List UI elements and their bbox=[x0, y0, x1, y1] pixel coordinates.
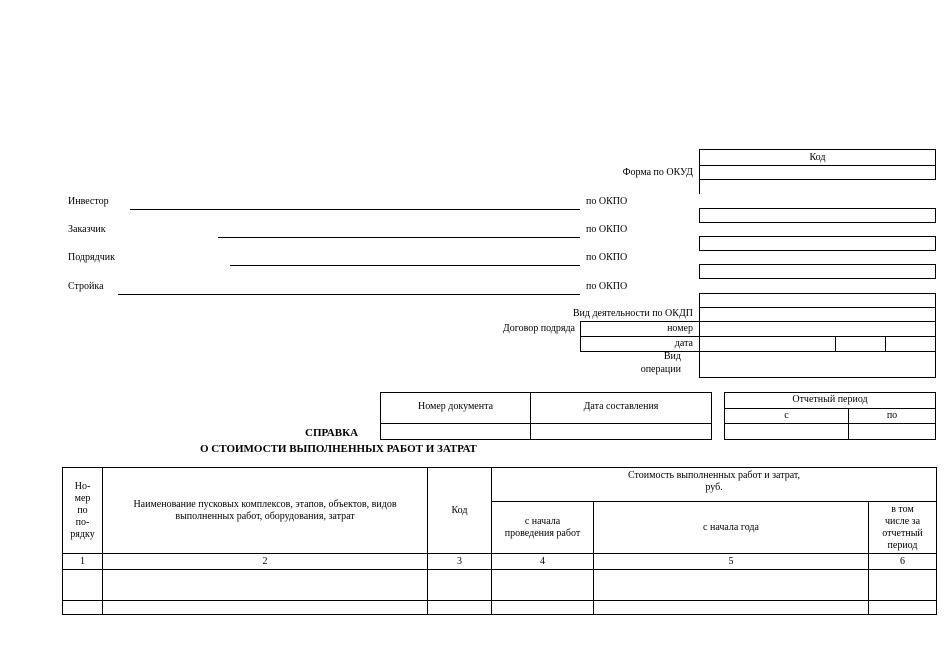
col-header-period bbox=[869, 502, 937, 554]
doc-subtitle: О СТОИМОСТИ ВЫПОЛНЕННЫХ РАБОТ И ЗАТРАТ bbox=[200, 443, 477, 455]
col-header-cost bbox=[492, 468, 937, 502]
table-cell[interactable] bbox=[869, 570, 937, 601]
period-s-field[interactable] bbox=[724, 423, 849, 440]
col-header-period-line: в том bbox=[891, 503, 914, 515]
zakazchik-okpo-field[interactable] bbox=[699, 236, 936, 251]
podryadchik-line[interactable] bbox=[230, 265, 580, 266]
table-cell[interactable] bbox=[428, 601, 492, 615]
stroyka-okpo-label: по ОКПО bbox=[586, 281, 628, 292]
column-number-row bbox=[63, 554, 937, 570]
column-number: 2 bbox=[103, 554, 428, 570]
col-header-number-line: по- bbox=[75, 516, 90, 528]
table-cell[interactable] bbox=[492, 570, 594, 601]
dogovor-nomer-label: номер bbox=[667, 323, 693, 334]
col-header-period-line: отчетный bbox=[882, 527, 923, 539]
col-header-name bbox=[103, 468, 428, 554]
dogovor-data-field[interactable] bbox=[699, 336, 936, 352]
col-header-number-line: Но- bbox=[74, 480, 91, 492]
okdp-field[interactable] bbox=[699, 307, 936, 322]
stroyka-okpo-field[interactable] bbox=[699, 293, 936, 308]
zakazchik-okpo-label: по ОКПО bbox=[586, 224, 628, 235]
column-number: 3 bbox=[428, 554, 492, 570]
operacii-label: операции bbox=[640, 364, 681, 375]
kod-label: Код bbox=[809, 152, 826, 163]
col-header-number-line: мер bbox=[74, 492, 91, 504]
dogovor-data-label: дата bbox=[674, 338, 693, 349]
doc-title: СПРАВКА bbox=[305, 427, 359, 439]
investor-okpo-label: по ОКПО bbox=[586, 196, 628, 207]
podryadchik-okpo-label: по ОКПО bbox=[586, 252, 628, 263]
doc-date-label: Дата составления bbox=[583, 401, 659, 412]
dogovor-nomer-field[interactable] bbox=[699, 321, 936, 337]
podryadchik-label: Подрядчик bbox=[68, 252, 115, 263]
doc-date-field[interactable] bbox=[530, 423, 712, 440]
vid-deyatelnosti-label: Вид деятельности по ОКДП bbox=[572, 308, 693, 319]
period-po-field[interactable] bbox=[848, 423, 936, 440]
vid-label: Вид bbox=[663, 351, 681, 362]
forma-okud-label: Форма по ОКУД bbox=[622, 167, 693, 178]
col-header-cost-line: Стоимость выполненных работ и затрат, bbox=[628, 470, 800, 481]
zakazchik-line[interactable] bbox=[218, 237, 580, 238]
period-po-label: по bbox=[886, 410, 898, 421]
col-header-number-line: по bbox=[77, 504, 88, 516]
column-number: 5 bbox=[594, 554, 869, 570]
table-cell[interactable] bbox=[869, 601, 937, 615]
dogovor-label: Договор подряда bbox=[502, 323, 575, 334]
col-header-since-start-line: проведения работ bbox=[504, 527, 581, 539]
col-header-cost-line: руб. bbox=[705, 482, 723, 493]
column-number: 1 bbox=[63, 554, 103, 570]
vid-operacii-field[interactable] bbox=[699, 351, 936, 378]
col-header-since-year-text: с начала года bbox=[703, 521, 759, 533]
col-header-number bbox=[63, 468, 103, 554]
table-cell[interactable] bbox=[63, 570, 103, 601]
table-cell[interactable] bbox=[63, 601, 103, 615]
table-cell[interactable] bbox=[103, 570, 428, 601]
col-header-since-year bbox=[594, 502, 869, 554]
doc-number-label: Номер документа bbox=[417, 401, 494, 412]
dogovor-data-divider-1 bbox=[835, 336, 836, 352]
investor-label: Инвестор bbox=[68, 196, 109, 207]
col-header-number-line: рядку bbox=[70, 528, 95, 540]
col-header-code bbox=[428, 468, 492, 554]
stroyka-line[interactable] bbox=[118, 294, 580, 295]
zakazchik-label: Заказчик bbox=[68, 224, 106, 235]
col-header-since-start bbox=[492, 502, 594, 554]
table-cell[interactable] bbox=[594, 601, 869, 615]
investor-okpo-field[interactable] bbox=[699, 208, 936, 223]
period-label: Отчетный период bbox=[792, 394, 868, 405]
cost-table bbox=[62, 467, 937, 615]
doc-number-field[interactable] bbox=[380, 423, 531, 440]
column-number: 6 bbox=[869, 554, 937, 570]
podryadchik-okpo-field[interactable] bbox=[699, 264, 936, 279]
table-cell[interactable] bbox=[594, 570, 869, 601]
col-header-period-line: период bbox=[887, 539, 918, 551]
stroyka-label: Стройка bbox=[68, 281, 104, 292]
col-header-code-text: Код bbox=[451, 504, 468, 516]
col-header-period-line: числе за bbox=[884, 515, 921, 527]
table-row bbox=[63, 601, 937, 615]
column-number: 4 bbox=[492, 554, 594, 570]
table-cell[interactable] bbox=[103, 601, 428, 615]
col-header-name-text: Наименование пусковых комплексов, этапов, объектов, видов выполненных работ, оборудования, затрат bbox=[133, 498, 397, 522]
col-header-since-start-line: с начала bbox=[524, 515, 561, 527]
code-column-left-line bbox=[699, 180, 700, 194]
table-row bbox=[63, 570, 937, 601]
okud-code-field[interactable] bbox=[699, 165, 936, 180]
investor-line[interactable] bbox=[130, 209, 580, 210]
period-s-label: с bbox=[784, 410, 789, 421]
table-cell[interactable] bbox=[428, 570, 492, 601]
table-cell[interactable] bbox=[492, 601, 594, 615]
dogovor-data-divider-2 bbox=[885, 336, 886, 352]
